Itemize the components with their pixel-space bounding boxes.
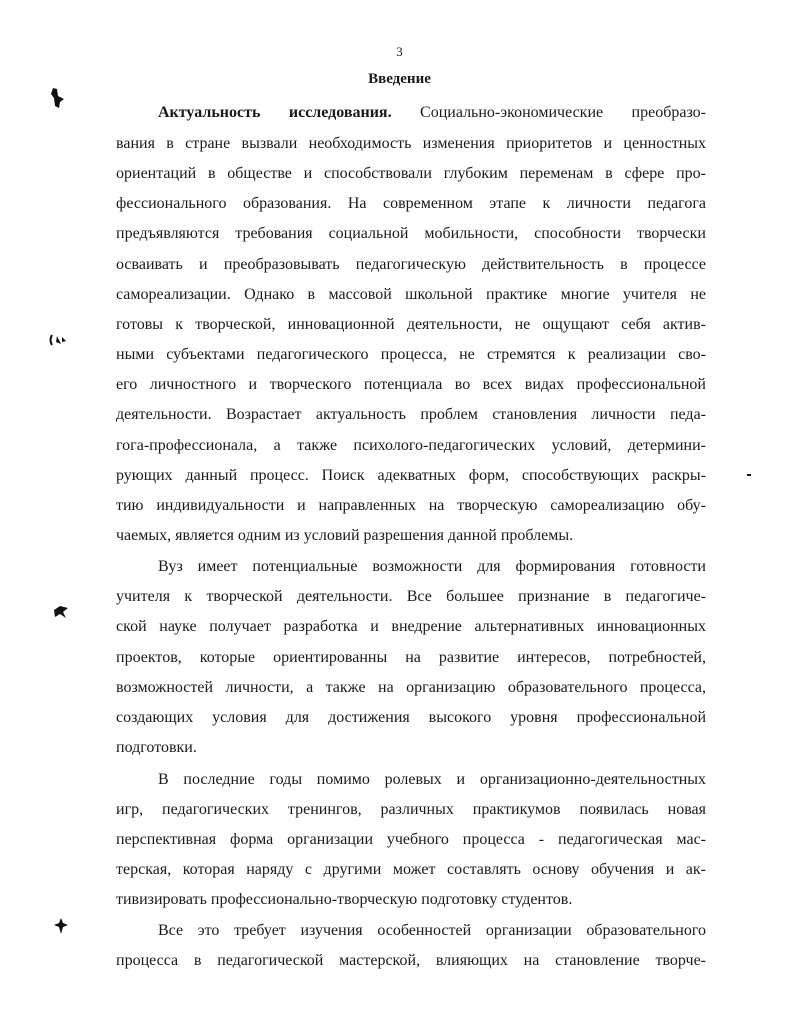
section-heading: Введение <box>368 71 431 87</box>
text-line: процесса в педагогической мастерской, влияющих на становление творче- <box>116 952 706 969</box>
scan-speck-icon <box>745 472 755 478</box>
text-line: игр, педагогических тренингов, различных практикумов появилась новая <box>116 801 706 818</box>
text-line: тивизировать профессионально-творческую подготовку студентов. <box>116 891 573 908</box>
text-line: В последние годы помимо ролевых и организационно-деятельностных <box>158 771 706 788</box>
lead-phrase: Актуальность исследования. <box>158 104 392 121</box>
text-line: чаемых, является одним из условий разрешения данной проблемы. <box>116 527 574 544</box>
text-line: вания в стране вызвали необходимость изменения приоритетов и ценностных <box>116 135 706 152</box>
text-line: Вуз имеет потенциальные возможности для формирования готовности <box>158 558 706 575</box>
text-line: деятельности. Возрастает актуальность проблем становления личности педа- <box>116 406 706 423</box>
text-line: создающих условия для достижения высокого уровня профессиональной <box>116 709 706 726</box>
text-line: ской науке получает разработка и внедрение альтернативных инновационных <box>116 618 706 635</box>
scan-speck-icon <box>48 333 70 347</box>
text-line: ориентаций в обществе и способствовали глубоким переменам в сфере про- <box>116 165 706 182</box>
text-line: готовы к творческой, инновационной деятельности, не ощущают себя актив- <box>116 316 706 333</box>
text-line: фессионального образования. На современном этапе к личности педагога <box>116 195 706 212</box>
text-line: учителя к творческой деятельности. Все большее признание в педагогиче- <box>116 588 706 605</box>
text-line: рующих данный процесс. Поиск адекватных форм, способствующих раскры- <box>116 467 706 484</box>
text-line: предъявляются требования социальной мобильности, способности творчески <box>116 225 706 242</box>
text-line: его личностного и творческого потенциала во всех видах профессиональной <box>116 376 706 393</box>
scan-speck-icon <box>52 604 70 620</box>
page-number: 3 <box>396 44 403 59</box>
text-line: самореализации. Однако в массовой школьной практике многие учителя не <box>116 286 706 303</box>
scan-speck-icon <box>48 86 68 110</box>
text-line: проектов, которые ориентированны на развитие интересов, потребностей, <box>116 649 706 666</box>
text-line: подготовки. <box>116 739 197 756</box>
text-line: возможностей личности, а также на организацию образовательного процесса, <box>116 679 706 696</box>
scan-speck-icon <box>53 917 69 935</box>
text-line: Социально-экономические преобразо- <box>391 104 706 121</box>
text-line: перспективная форма организации учебного процесса - педагогическая мас- <box>116 831 706 848</box>
text-line: осваивать и преобразовывать педагогическую действительность в процессе <box>116 256 706 273</box>
text-line: ными субъектами педагогического процесса, не стремятся к реализации сво- <box>116 346 706 363</box>
text-line: Все это требует изучения особенностей организации образовательного <box>158 922 706 939</box>
text-line: гога-профессионала, а также психолого-педагогических условий, детермини- <box>116 437 706 454</box>
paragraph-1-line-1 <box>158 103 706 123</box>
text-line: терская, которая наряду с другими может составлять основу обучения и ак- <box>116 861 706 878</box>
text-line: тию индивидуальности и направленных на творческую самореализацию обу- <box>116 497 706 514</box>
